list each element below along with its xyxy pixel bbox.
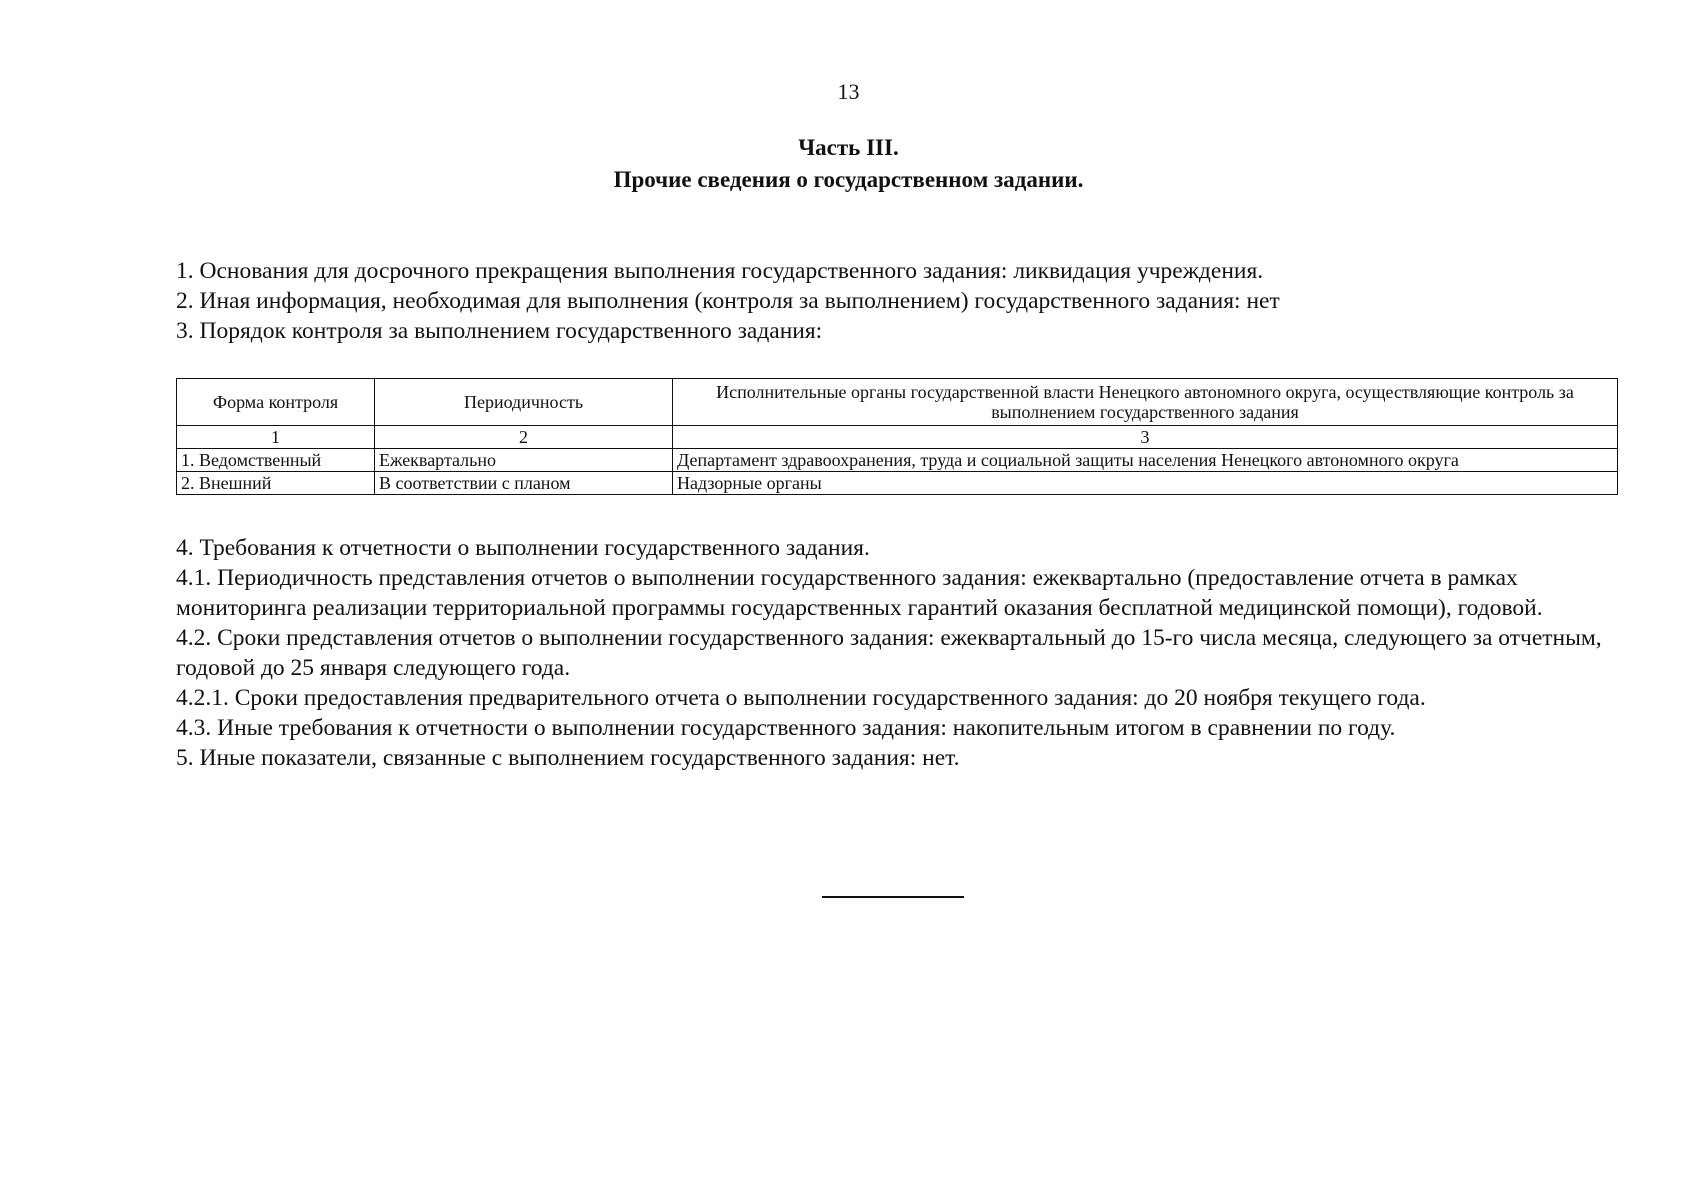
end-rule-divider (822, 896, 964, 898)
header-executive-bodies: Исполнительные органы государственной власти Ненецкого автономного округа, осуществляющие контроль за выполнением государственного задания (673, 379, 1618, 426)
item-4-2-1: 4.2.1. Сроки предоставления предварительного отчета о выполнении государственного задания: до 20 ноября текущего года. (176, 685, 1426, 711)
cell-control-form: 2. Внешний (177, 472, 375, 495)
item-4-3: 4.3. Иные требования к отчетности о выполнении государственного задания: накопительным итогом в сравнении по году. (176, 715, 1396, 741)
page-number: 13 (837, 79, 860, 104)
section-heading (0, 132, 1697, 196)
cell-periodicity: В соответствии с планом (375, 472, 673, 495)
requirements-section (176, 533, 1646, 773)
item-4-1: 4.1. Периодичность представления отчетов о выполнении государственного задания: ежеквартально (предоставление отчета в рамках мониторинга реализации территориальной программы государственных гарантий оказания бесплатной медицинской помощи), годовой. (176, 565, 1543, 621)
header-periodicity: Периодичность (375, 379, 673, 426)
cell-executive-body: Департамент здравоохранения, труда и социальной защиты населения Ненецкого автономного округа (673, 449, 1618, 472)
column-number-3: 3 (673, 426, 1618, 449)
part-title: Часть III. (798, 135, 899, 160)
table-row (177, 449, 1618, 472)
table-number-row (177, 426, 1618, 449)
table-header-row (177, 379, 1618, 426)
column-number-1: 1 (177, 426, 375, 449)
item-4: 4. Требования к отчетности о выполнении государственного задания. (176, 535, 870, 561)
header-control-form: Форма контроля (177, 379, 375, 426)
cell-periodicity: Ежеквартально (375, 449, 673, 472)
item-2: 2. Иная информация, необходимая для выполнения (контроля за выполнением) государственного задания: нет (176, 288, 1280, 314)
cell-control-form: 1. Ведомственный (177, 449, 375, 472)
table-row (177, 472, 1618, 495)
item-1: 1. Основания для досрочного прекращения выполнения государственного задания: ликвидация учреждения. (176, 258, 1264, 284)
column-number-2: 2 (375, 426, 673, 449)
cell-executive-body: Надзорные органы (673, 472, 1618, 495)
intro-section (176, 256, 1646, 346)
control-table (176, 378, 1618, 495)
item-5: 5. Иные показатели, связанные с выполнением государственного задания: нет. (176, 745, 960, 771)
item-3: 3. Порядок контроля за выполнением государственного задания: (176, 318, 823, 344)
part-subtitle: Прочие сведения о государственном задании. (613, 167, 1084, 192)
item-4-2: 4.2. Сроки представления отчетов о выполнении государственного задания: ежеквартальный до 15-го числа месяца, следующего за отчетным, годовой до 25 января следующего года. (176, 625, 1602, 681)
